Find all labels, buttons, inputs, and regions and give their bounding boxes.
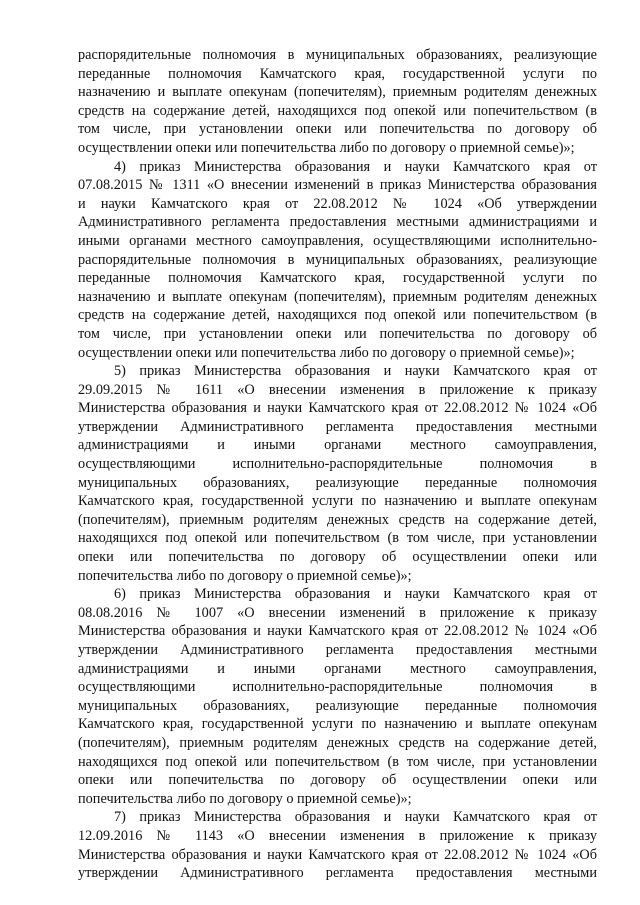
text-line: находящихся под опекой или попечительством (в том числе, при установлении [78,753,597,770]
text-line: осуществлении опеки или попечительства либо по договору о приемной семье)»; [78,344,575,361]
text-line: средств на содержание детей, находящихся под опекой или попечительством (в [78,307,597,324]
text-line: попечительства либо по договору о приемной семье)»; [78,567,412,584]
text-line: утверждении Административного регламента предоставления местными [78,418,597,435]
text-line: Министерства образования и науки Камчатского края от 22.08.2012 № 1024 «Об [78,400,597,417]
text-line: иными органами местного самоуправления, осуществляющими исполнительно- [78,232,597,249]
text-line: осуществляющими исполнительно-распорядительные полномочия в [78,456,597,473]
text-line: муниципальных образованиях, реализующие переданные полномочия [78,474,597,491]
text-line: осуществляющими исполнительно-распорядительные полномочия в [78,679,597,696]
text-line: опеки или попечительства по договору об осуществлении опеки или [78,772,597,789]
text-line: переданные полномочия Камчатского края, государственной услуги по [78,65,597,82]
text-line: переданные полномочия Камчатского края, государственной услуги по [78,270,597,287]
text-line: Камчатского края, государственной услуги по назначению и выплате опекунам [78,493,597,510]
text-line: Камчатского края, государственной услуги по назначению и выплате опекунам [78,716,597,733]
text-line: 4) приказ Министерства образования и науки Камчатского края от [114,158,597,175]
text-line: утверждении Административного регламента предоставления местными [78,642,597,658]
text-line: утверждении Административного регламента предоставления местными [78,865,597,882]
text-line: назначению и выплате опекунам (попечителям), приемным родителям денежных [78,288,597,305]
text-line: Министерства образования и науки Камчатского края от 22.08.2012 № 1024 «Об [78,846,597,863]
text-line: попечительства либо по договору о приемной семье)»; [78,790,412,807]
text-line: Министерства образования и науки Камчатского края от 22.08.2012 № 1024 «Об [78,623,597,640]
text-line: Административного регламента предоставления местными администрациями и [78,214,597,231]
text-line: и науки Камчатского края от 22.08.2012 № 1024 «Об утверждении [78,195,597,212]
text-line: распорядительные полномочия в муниципальных образованиях, реализующие [78,251,597,268]
text-line: (попечителям), приемным родителям денежных средств на содержание детей, [78,511,597,528]
text-line: 29.09.2015 № 1611 «О внесении изменения в приложение к приказу [78,381,597,398]
document-page [78,46,597,883]
text-line: 12.09.2016 № 1143 «О внесении изменения в приложение к приказу [78,827,597,844]
text-line: осуществлении опеки или попечительства либо по договору о приемной семье)»; [78,139,575,156]
text-line: (попечителям), приемным родителям денежных средств на содержание детей, [78,734,597,751]
text-line: средств на содержание детей, находящихся под опекой или попечительством (в [78,102,597,119]
text-line: 08.08.2016 № 1007 «О внесении изменений в приложение к приказу [78,604,597,621]
text-line: 6) приказ Министерства образования и науки Камчатского края от [114,586,597,603]
text-line: муниципальных образованиях, реализующие переданные полномочия [78,697,597,714]
text-line: 07.08.2015 № 1311 «О внесении изменений в приказ Министерства образования [78,177,597,194]
text-line: 7) приказ Министерства образования и науки Камчатского края от [114,809,597,826]
text-line: администрациями и иными органами местного самоуправления, [78,660,597,677]
text-line: 5) приказ Министерства образования и науки Камчатского края от [114,363,597,380]
text-line: том числе, при установлении опеки или попечительства по договору об [78,325,597,342]
text-line: том числе, при установлении опеки или попечительства по договору об [78,121,597,138]
text-line: администрациями и иными органами местного самоуправления, [78,437,597,454]
text-line: назначению и выплате опекунам (попечителям), приемным родителям денежных [78,84,597,101]
text-line: находящихся под опекой или попечительством (в том числе, при установлении [78,530,597,547]
text-line: опеки или попечительства по договору об осуществлении опеки или [78,549,597,566]
text-line: распорядительные полномочия в муниципальных образованиях, реализующие [78,47,597,63]
